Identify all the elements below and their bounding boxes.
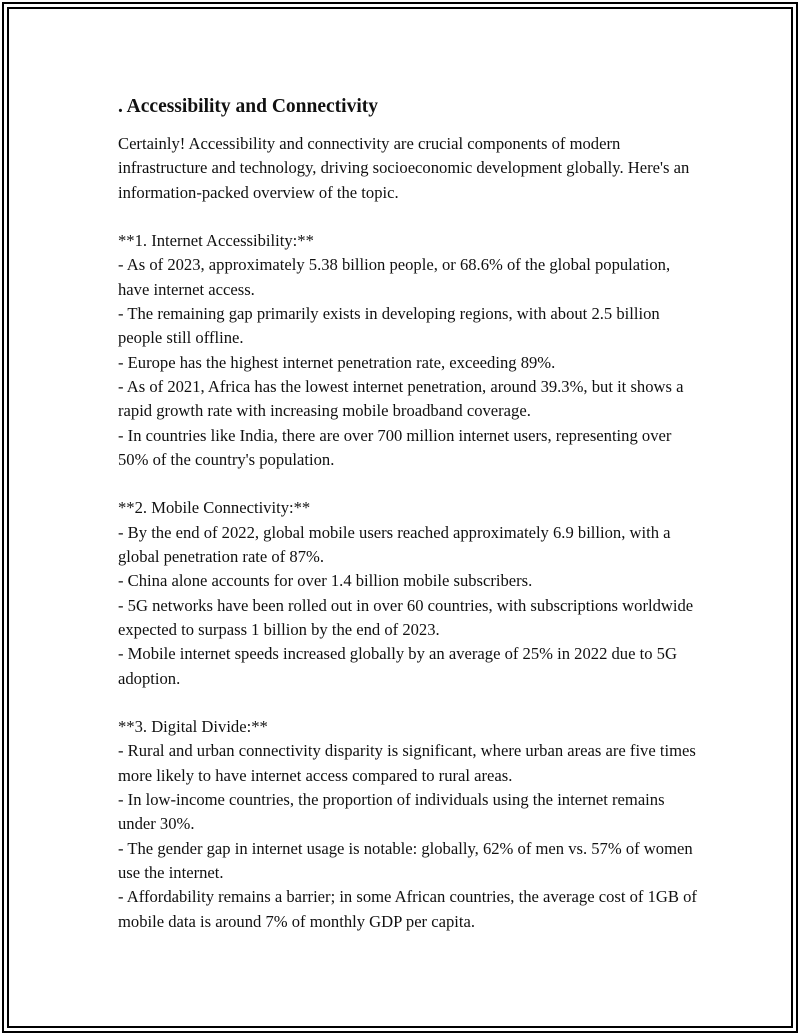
list-item: - Rural and urban connectivity disparity is significant, where urban areas are five times more likely to have internet access compared to rural areas. (118, 741, 696, 785)
intro-paragraph: Certainly! Accessibility and connectivity are crucial components of modern infrastructure and technology, driving socioeconomic development globally. Here's an information-packed overview of the topic. (118, 134, 690, 202)
section-internet-accessibility (118, 229, 698, 472)
list-item: - In countries like India, there are over 700 million internet users, representing over 50% of the country's population. (118, 425, 672, 469)
section-heading: **1. Internet Accessibility:** (118, 231, 314, 251)
list-item: - Europe has the highest internet penetration rate, exceeding 89%. (118, 352, 556, 372)
list-item: - As of 2021, Africa has the lowest internet penetration, around 39.3%, but it shows a rapid growth rate with increasing mobile broadband coverage. (118, 376, 684, 421)
section-mobile-connectivity (118, 496, 698, 690)
list-item: - The gender gap in internet usage is notable: globally, 62% of men vs. 57% of women use the internet. (118, 838, 693, 882)
section-heading: **3. Digital Divide:** (118, 717, 268, 737)
list-item: - In low-income countries, the proportion of individuals using the internet remains under 30%. (118, 790, 665, 834)
list-item: - China alone accounts for over 1.4 billion mobile subscribers. (118, 571, 533, 591)
list-item: - Affordability remains a barrier; in some African countries, the average cost of 1GB of mobile data is around 7% of monthly GDP per capita. (118, 887, 697, 931)
list-item: - As of 2023, approximately 5.38 billion people, or 68.6% of the global population, have internet access. (118, 255, 671, 299)
section-heading: **2. Mobile Connectivity:** (118, 498, 311, 518)
list-item: - The remaining gap primarily exists in developing regions, with about 2.5 billion people still offline. (118, 304, 660, 348)
list-item: - Mobile internet speeds increased globally by an average of 25% in 2022 due to 5G adoption. (118, 644, 677, 688)
list-item: - 5G networks have been rolled out in over 60 countries, with subscriptions worldwide expected to surpass 1 billion by the end of 2023. (118, 595, 694, 639)
document-body (118, 94, 698, 934)
document-title: . Accessibility and Connectivity (118, 96, 379, 117)
section-digital-divide (118, 715, 698, 934)
list-item: - By the end of 2022, global mobile users reached approximately 6.9 billion, with a global penetration rate of 87%. (118, 522, 671, 567)
